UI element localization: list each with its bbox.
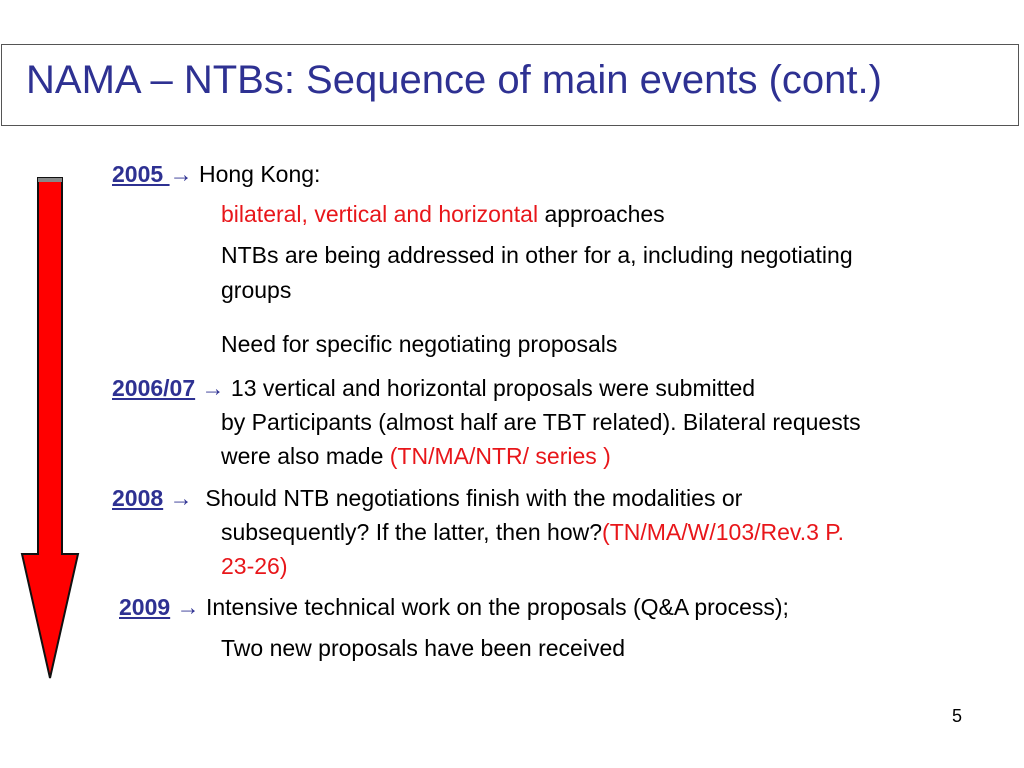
entry-2009-line2: Two new proposals have been received	[221, 635, 626, 661]
entry-2005-line1-rest: approaches	[538, 201, 665, 227]
timeline-down-arrow-icon	[20, 176, 80, 680]
entry-2005-headline: Hong Kong:	[198, 161, 321, 187]
entry-2006-line1: 13 vertical and horizontal proposals were submitted	[230, 375, 756, 401]
entry-2009-heading	[119, 593, 789, 621]
entry-2006-line3-pre: were also made	[221, 443, 390, 469]
entry-2006-line3	[221, 442, 611, 470]
entry-2008-line2-red: (TN/MA/W/103/Rev.3 P.	[602, 519, 845, 545]
year-2006-07: 2006/07	[112, 375, 196, 401]
entry-2005-line2b: groups	[221, 277, 292, 303]
entry-2006-line2: by Participants (almost half are TBT related). Bilateral requests	[221, 409, 861, 435]
entry-2006-line3-red: (TN/MA/NTR/ series )	[389, 443, 611, 469]
arrow-2006-icon: →	[201, 375, 225, 401]
year-2008: 2008	[112, 485, 164, 511]
arrow-2009-icon: →	[176, 594, 200, 620]
page-number: 5	[952, 706, 963, 726]
entry-2005-heading	[112, 160, 320, 188]
entry-2008-heading	[112, 484, 742, 512]
entry-2009-line1: Intensive technical work on the proposals (Q&A process);	[205, 594, 789, 620]
entry-2008-line1: Should NTB negotiations finish with the modalities or	[205, 485, 743, 511]
entry-2005-line1-red: bilateral, vertical and horizontal	[221, 201, 539, 227]
entry-2006-heading	[112, 374, 755, 402]
entry-2008-line2	[221, 518, 844, 546]
arrow-2008-icon: →	[169, 485, 193, 511]
entry-2005-line2a: NTBs are being addressed in other for a, including negotiating	[221, 242, 853, 268]
title-box	[1, 44, 1019, 126]
slide-title: NAMA – NTBs: Sequence of main events (cont.)	[26, 58, 882, 102]
entry-2008-line2-pre: subsequently? If the latter, then how?	[221, 519, 603, 545]
arrow-2005-icon: →	[169, 161, 193, 187]
entry-2008-line3: 23-26)	[221, 553, 288, 579]
year-2009: 2009	[119, 594, 171, 620]
year-2005: 2005	[112, 161, 170, 187]
entry-2005-line3: Need for specific negotiating proposals	[221, 331, 618, 357]
entry-2005-line1	[221, 200, 665, 228]
